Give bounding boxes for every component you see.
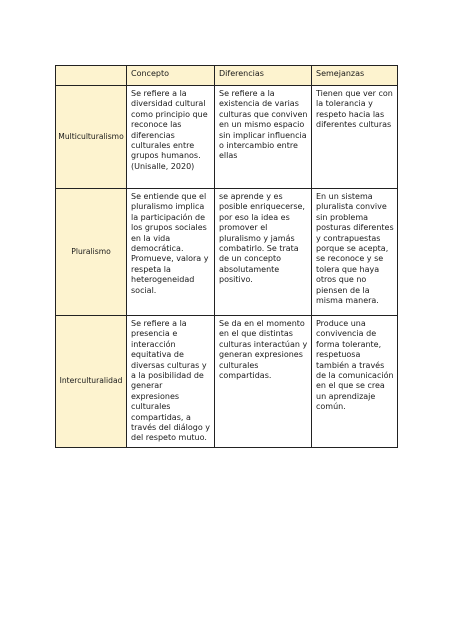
cell-diferencias: Se da en el momento en el que distintas culturas interactúan y generan expresiones culturales compartidas. [215,316,312,448]
table-row [56,316,398,448]
row-header-interculturalidad: Interculturalidad [56,316,127,448]
cell-concepto: Se refiere a la presencia e interacción equitativa de diversas culturas y a la posibilidad de generar expresiones culturales compartidas, a través del diálogo y del respeto mutuo. [127,316,215,448]
row-header-pluralismo: Pluralismo [56,189,127,316]
cell-diferencias: Se refiere a la existencia de varias culturas que conviven en un mismo espacio sin implicar influencia o intercambio entre ellas [215,86,312,189]
cell-concepto: Se refiere a la diversidad cultural como principio que reconoce las diferencias culturales entre grupos humanos. (Unisalle, 2020) [127,86,215,189]
column-header-concepto: Concepto [127,66,215,86]
cell-semejanzas: En un sistema pluralista convive sin problema posturas diferentes y contrapuestas porque se acepta, se reconoce y se tolera que haya otros que no piensen de la misma manera. [312,189,398,316]
cell-concepto: Se entiende que el pluralismo implica la participación de los grupos sociales en la vida democrática. Promueve, valora y respeta la heterogeneidad social. [127,189,215,316]
cell-semejanzas: Tienen que ver con la tolerancia y respeto hacia las diferentes culturas [312,86,398,189]
table-row [56,189,398,316]
table-row [56,86,398,189]
row-header-multiculturalismo: Multiculturalismo [56,86,127,189]
corner-cell [56,66,127,86]
cell-diferencias: se aprende y es posible enriquecerse, por eso la idea es promover el pluralismo y jamás combatirlo. Se trata de un concepto absolutamente positivo. [215,189,312,316]
column-header-semejanzas: Semejanzas [312,66,398,86]
comparison-table [55,65,398,448]
column-header-diferencias: Diferencias [215,66,312,86]
table-header-row [56,66,398,86]
cell-semejanzas: Produce una convivencia de forma tolerante, respetuosa también a través de la comunicación en el que se crea un aprendizaje común. [312,316,398,448]
